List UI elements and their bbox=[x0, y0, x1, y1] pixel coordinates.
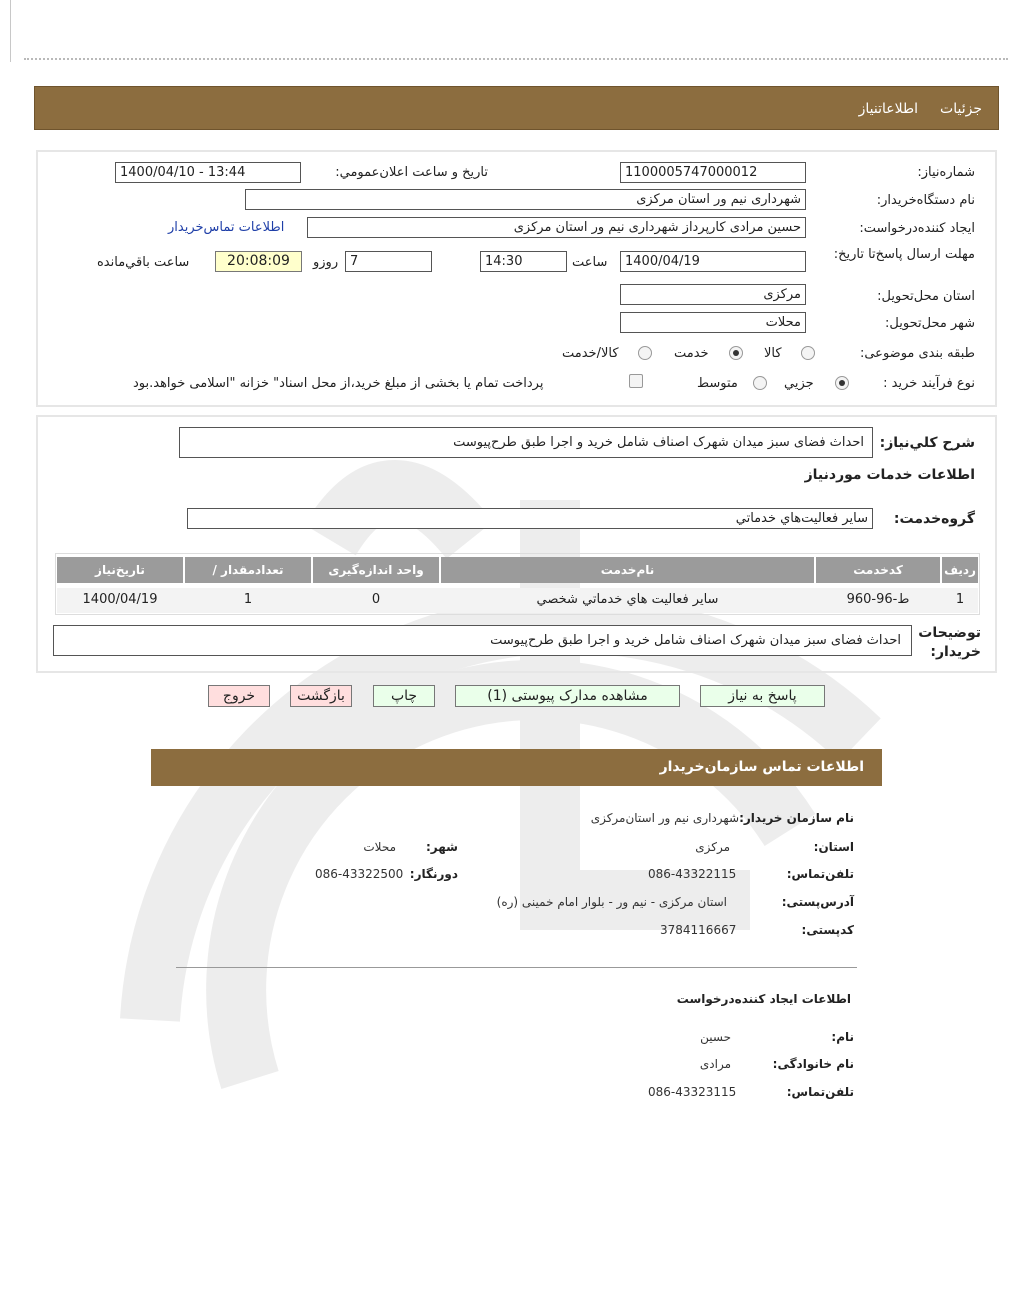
category-service-label: خدمت bbox=[674, 346, 709, 361]
contact-city-label: شهر: bbox=[426, 840, 458, 854]
announce-label: تاريخ و ساعت اعلان‌عمومي: bbox=[335, 165, 488, 180]
table-header-unit: واحد اندازه‌گيری bbox=[313, 557, 439, 583]
contact-fax-value: 086-43322500 bbox=[315, 867, 404, 881]
deadline-label: مهلت ارسال پاسخ‌تا تاريخ: bbox=[833, 247, 975, 262]
contact-postal-value: 3784116667 bbox=[660, 923, 737, 937]
service-group-label: گروه‌خدمت: bbox=[893, 511, 975, 527]
table-cell-row-number: 1 bbox=[955, 592, 965, 607]
exit-button[interactable]: خروج bbox=[208, 685, 270, 707]
city-field: محلات bbox=[620, 312, 806, 333]
table-header-quantity: تعداد‌مقدار / bbox=[185, 557, 311, 583]
buyer-contact-title: اطلاعات تماس سازمان‌خريدار bbox=[659, 759, 864, 775]
contact-province-value: مرکزی bbox=[695, 840, 730, 854]
summary-field: احداث فضای سبز میدان شهرک اصناف شامل خرید و اجرا طبق طرح‌پیوست bbox=[179, 427, 873, 458]
category-goods-radio[interactable] bbox=[801, 346, 815, 360]
contact-fax-label: دورنگار: bbox=[409, 867, 458, 881]
process-minor-label: جزيي bbox=[784, 376, 814, 391]
requester-name-value: حسین bbox=[700, 1030, 731, 1044]
contact-city-value: محلات bbox=[363, 840, 396, 854]
creator-field: حسین مرادی کارپرداز شهرداری نیم ور استان مرکزی bbox=[307, 217, 806, 238]
left-border bbox=[10, 0, 11, 62]
need-number-label: شماره‌نیاز: bbox=[917, 165, 975, 180]
buyer-contact-header bbox=[151, 749, 882, 786]
category-goods-label: کالا bbox=[764, 346, 782, 361]
contact-postal-label: کدپستی: bbox=[801, 923, 854, 937]
treasury-payment-note: پرداخت تمام یا بخشی از مبلغ خرید،از محل اسناد" خزانه "اسلامی خواهد.بود bbox=[133, 376, 544, 391]
summary-label: شرح کلي‌نياز: bbox=[879, 435, 975, 451]
table-cell-code: ط-96-960 bbox=[846, 592, 910, 607]
back-button[interactable]: بازگشت bbox=[290, 685, 352, 707]
deadline-time-label: ساعت bbox=[572, 255, 608, 270]
process-medium-radio[interactable] bbox=[753, 376, 767, 390]
days-label: روزو bbox=[313, 255, 339, 270]
table-header-service-name: نام‌خدمت bbox=[441, 557, 814, 583]
remaining-time-field: 20:08:09 bbox=[215, 251, 302, 272]
need-number-field: 1100005747000012 bbox=[620, 162, 806, 183]
buyer-org-label: نام دستگاه‌خريدار: bbox=[876, 193, 975, 208]
process-minor-radio[interactable] bbox=[835, 376, 849, 390]
print-button[interactable]: چاپ bbox=[373, 685, 435, 707]
table-cell-unit: 0 bbox=[371, 592, 381, 607]
table-cell-need-date: 1400/04/19 bbox=[82, 592, 158, 607]
page-header bbox=[34, 86, 999, 130]
contact-org-value: شهرداری نیم ور استان‌مرکزی bbox=[590, 811, 739, 825]
service-group-field: ساير فعاليت‌هاي خدماتي bbox=[187, 508, 873, 529]
treasury-payment-checkbox[interactable] bbox=[629, 374, 643, 388]
table-header-need-date: تاريخ‌نياز bbox=[57, 557, 183, 583]
contact-province-label: استان: bbox=[813, 840, 854, 854]
table-header-code: کدخدمت bbox=[816, 557, 940, 583]
days-field: 7 bbox=[345, 251, 432, 272]
breadcrumb-need-info[interactable]: اطلاعاتنیاز bbox=[858, 101, 918, 117]
process-medium-label: متوسط bbox=[697, 376, 738, 391]
buyer-contact-link[interactable]: اطلاعات تماس‌خريدار bbox=[168, 220, 285, 235]
category-label: طبقه بندی موضوعی: bbox=[859, 346, 975, 361]
province-label: استان محل‌تحويل: bbox=[877, 289, 975, 304]
table-cell-service-name: ساير فعاليت هاي خدماتي شخصي bbox=[536, 592, 719, 607]
contact-address-value: استان مرکزی - نیم ور - بلوار امام خمینی (ره) bbox=[496, 895, 727, 909]
contact-address-label: آدرس‌پستی: bbox=[781, 895, 854, 909]
requester-family-value: مرادی bbox=[699, 1057, 731, 1071]
buyer-notes-label: توضيحات خريدار: bbox=[918, 625, 981, 660]
requester-phone-label: تلفن‌تماس: bbox=[786, 1085, 854, 1099]
buyer-notes-field: احداث فضای سبز میدان شهرک اصناف شامل خرید و اجرا طبق طرح‌پیوست bbox=[53, 625, 912, 656]
contact-org-label: نام سازمان خريدار: bbox=[739, 811, 854, 825]
table-cell-quantity: 1 bbox=[243, 592, 253, 607]
contact-phone-value: 086-43322115 bbox=[648, 867, 737, 881]
section-divider bbox=[176, 967, 857, 968]
province-field: مرکزی bbox=[620, 284, 806, 305]
requester-title: اطلاعات ايجاد كننده‌درخواست bbox=[676, 992, 851, 1006]
requester-phone-value: 086-43323115 bbox=[648, 1085, 737, 1099]
breadcrumb-details[interactable]: جزئیات bbox=[940, 101, 982, 117]
process-label: نوع فرآيند خريد : bbox=[883, 376, 975, 391]
table-header-row-number: رديف bbox=[942, 557, 978, 583]
contact-phone-label: تلفن‌تماس: bbox=[786, 867, 854, 881]
services-title: اطلاعات خدمات موردنياز bbox=[804, 467, 975, 483]
category-goods-service-radio[interactable] bbox=[638, 346, 652, 360]
requester-family-label: نام خانوادگی: bbox=[772, 1057, 854, 1071]
announce-field: 1400/04/10 - 13:44 bbox=[115, 162, 301, 183]
deadline-time-field: 14:30 bbox=[480, 251, 567, 272]
reply-button[interactable]: پاسخ به نياز bbox=[700, 685, 825, 707]
city-label: شهر محل‌تحويل: bbox=[885, 316, 975, 331]
creator-label: ايجاد كننده‌درخواست: bbox=[859, 221, 975, 236]
category-goods-service-label: کالا/خدمت bbox=[562, 346, 619, 361]
deadline-date-field: 1400/04/19 bbox=[620, 251, 806, 272]
buyer-org-field: شهرداری نیم ور استان مرکزی bbox=[245, 189, 806, 210]
requester-name-label: نام: bbox=[831, 1030, 854, 1044]
category-service-radio[interactable] bbox=[729, 346, 743, 360]
view-attachments-button[interactable]: مشاهده مدارک پيوستی (1) bbox=[455, 685, 680, 707]
remaining-label: ساعت باقي‌مانده bbox=[97, 255, 190, 270]
dotted-divider bbox=[24, 58, 1008, 60]
